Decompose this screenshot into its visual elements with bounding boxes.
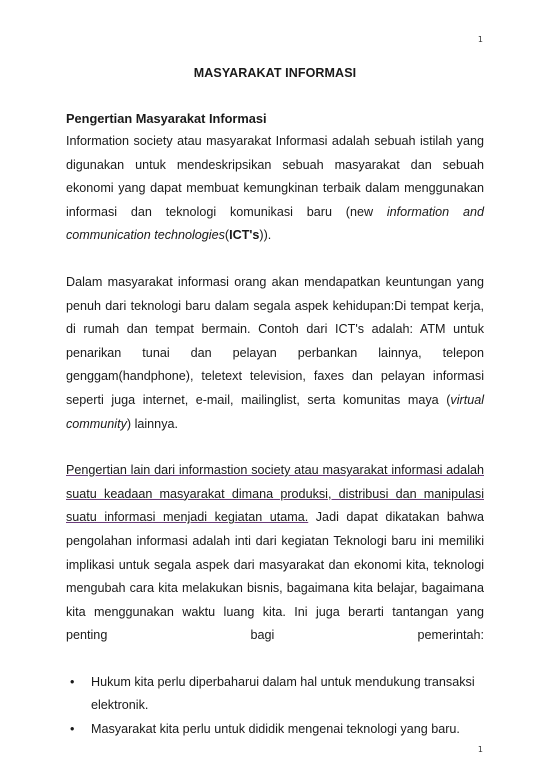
list-item bbox=[66, 718, 484, 742]
bullet-icon: • bbox=[70, 674, 75, 689]
section-heading: Pengertian Masyarakat Informasi bbox=[66, 111, 267, 126]
paragraph-3 bbox=[66, 459, 484, 648]
paragraph-2-italic: virtual community bbox=[66, 392, 484, 431]
list-item-text: Hukum kita perlu diperbaharui dalam hal untuk mendukung transaksi elektronik. bbox=[91, 674, 475, 713]
document-title: MASYARAKAT INFORMASI bbox=[193, 66, 357, 80]
document-body bbox=[66, 107, 484, 742]
page-number-top: 1 bbox=[477, 35, 483, 44]
bullet-list bbox=[66, 671, 484, 742]
paragraph-1-paren: ( bbox=[224, 228, 230, 243]
paragraph-3-text: Jadi dapat dikatakan bahwa pengolahan informasi adalah inti dari kegiatan Teknologi baru ini memiliki implikasi untuk segala aspek dari masyarakat dan ekonomi kita, teknologi mengubah cara kita melakukan bisnis, bagaimana kita belajar, bagaimana kita menggunakan waktu luang kita. Ini juga berarti tantangan yang penting bagi pemerintah: bbox=[66, 510, 484, 643]
page-number-bottom: 1 bbox=[477, 745, 483, 754]
paragraph-1 bbox=[66, 130, 484, 248]
paragraph-1-bold: ICT's bbox=[229, 228, 260, 243]
paragraph-1-text: Information society atau masyarakat Informasi adalah sebuah istilah yang digunakan untuk mendeskripsikan sebuah masyarakat dan sebuah ekonomi yang dapat membuat kemungkinan terbaik dalam menggunakan informasi dan teknologi komunikasi baru (new bbox=[66, 134, 484, 219]
paragraph-1-italic: information and communication technologies bbox=[66, 204, 484, 243]
paragraph-2-text: Dalam masyarakat informasi orang akan mendapatkan keuntungan yang penuh dari teknologi baru dalam segala aspek kehidupan:Di tempat kerja, di rumah dan tempat bermain. Contoh dari ICT's adalah: ATM untuk penarikan tunai dan pelayan perbankan lainnya, telepon genggam(handphone), teletext television, faxes dan pelayan informasi seperti juga internet, e-mail, mailinglist, serta komunitas maya ( bbox=[66, 274, 484, 407]
paragraph-1-end: )). bbox=[259, 228, 272, 243]
paragraph-2 bbox=[66, 271, 484, 436]
bullet-icon: • bbox=[70, 722, 75, 737]
paragraph-3-underlined: Pengertian lain dari informastion society atau masyarakat informasi adalah suatu keadaan masyarakat dimana produksi, distribusi dan manipulasi suatu informasi menjadi kegiatan utama. bbox=[66, 463, 484, 525]
paragraph-2-end: ) lainnya. bbox=[126, 416, 178, 431]
list-item bbox=[66, 671, 484, 718]
list-item-text: Masyarakat kita perlu untuk dididik mengenai teknologi yang baru. bbox=[91, 722, 460, 737]
